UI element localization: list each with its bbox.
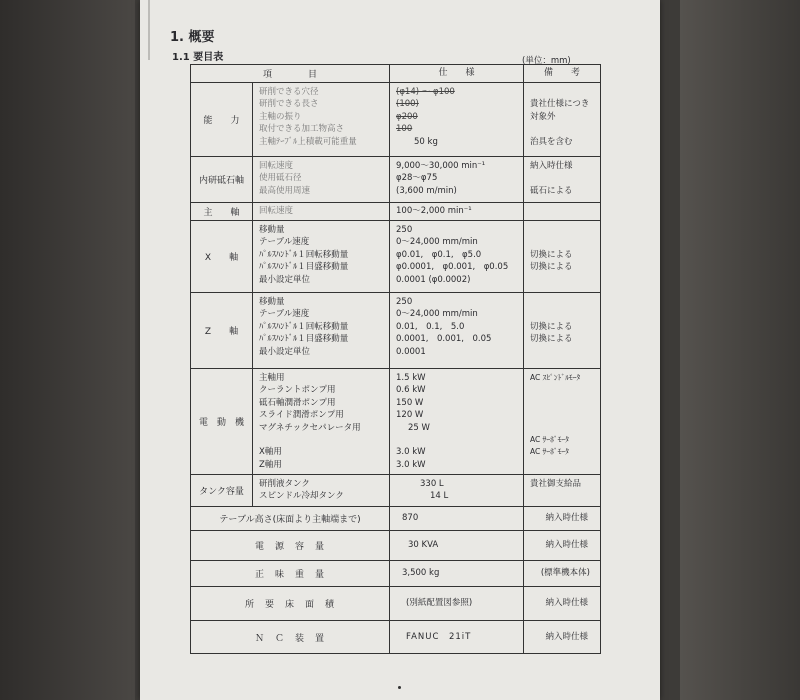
note-text: 納入時仕様 xyxy=(545,513,588,524)
section-heading: 1. 概要 xyxy=(170,30,215,45)
item-text: 回転速度 xyxy=(259,161,294,171)
note-text: 切換による xyxy=(530,334,573,345)
table-row xyxy=(191,507,600,531)
table-row xyxy=(191,587,600,621)
note-list xyxy=(524,221,600,292)
item-list xyxy=(253,293,390,368)
note-text xyxy=(530,296,600,308)
table-row xyxy=(191,531,600,561)
table-row xyxy=(191,203,600,221)
item-text: 最小設定単位 xyxy=(259,346,311,357)
note-text xyxy=(530,86,600,98)
spec-text: 100～2,000 min⁻¹ xyxy=(396,206,472,216)
note-cell xyxy=(524,203,600,220)
note-text xyxy=(530,224,600,236)
spec-text: 250 xyxy=(396,297,413,307)
table-row xyxy=(191,157,600,203)
table-header-row xyxy=(191,65,600,83)
note-text: 納入時仕様 xyxy=(545,631,588,642)
spec-text: 14 L xyxy=(430,491,449,502)
spec-text: 150 W xyxy=(396,397,424,408)
spec-text: FANUC 21iT xyxy=(390,621,524,653)
table-row xyxy=(191,561,600,587)
item-list xyxy=(253,83,390,156)
note-text xyxy=(530,123,600,135)
note-spacer xyxy=(530,409,600,421)
row-label: 正 味 重 量 xyxy=(191,561,390,586)
spec-text: 3.0 kW xyxy=(396,459,426,470)
item-text: ﾊﾟﾙｽﾊﾝﾄﾞﾙ１回転移動量 xyxy=(259,249,349,260)
header-note: 備 考 xyxy=(543,68,580,79)
header-item: 項 目 xyxy=(191,65,390,82)
note-text: 納入時仕様 xyxy=(545,540,588,551)
row-label: Z 軸 xyxy=(191,293,253,368)
item-text: ﾊﾟﾙｽﾊﾝﾄﾞﾙ１目盛移動量 xyxy=(259,262,349,273)
note-text: 納入時仕様 xyxy=(545,598,588,609)
item-text: 移動量 xyxy=(259,297,285,307)
note-text: 切換による xyxy=(530,262,573,273)
spec-text: 0.6 kW xyxy=(396,385,426,396)
note-text: 砥石による xyxy=(530,185,573,196)
header-spec: 仕 様 xyxy=(390,65,524,82)
note-text xyxy=(530,236,600,248)
note-text xyxy=(530,308,600,320)
row-label: 所 要 床 面 積 xyxy=(191,587,390,620)
item-text: マグネチックセパレータ用 xyxy=(259,422,361,433)
note-text: 切換による xyxy=(530,321,573,332)
page-dot xyxy=(398,686,401,689)
table-row xyxy=(191,83,600,157)
note-text: (標準機本体) xyxy=(540,568,590,579)
spec-text: 3.0 kW xyxy=(396,447,426,458)
spec-text: 0.0001 (φ0.0002) xyxy=(396,274,471,285)
spec-text: 0.0001 xyxy=(396,346,426,357)
spec-text: 0～24,000 mm/min xyxy=(396,309,478,320)
row-label: 電 源 容 量 xyxy=(191,531,390,560)
page-edge xyxy=(148,0,150,60)
table-row xyxy=(191,221,600,293)
item-text: ﾊﾟﾙｽﾊﾝﾄﾞﾙ１回転移動量 xyxy=(259,321,349,332)
table-row xyxy=(191,475,600,507)
subsection-heading: 1.1 要目表 xyxy=(172,52,224,63)
note-text: AC ｻｰﾎﾞﾓｰﾀ xyxy=(530,447,569,457)
note-text: AC ｽﾋﾟﾝﾄﾞﾙﾓｰﾀ xyxy=(530,373,581,382)
note-spacer xyxy=(530,384,600,396)
item-text xyxy=(259,434,389,446)
spec-text: φ0.01, φ0.1, φ5.0 xyxy=(396,249,482,260)
spec-list xyxy=(390,83,524,156)
item-text: 研削液タンク xyxy=(259,479,310,489)
spec-text: φ0.0001, φ0.001, φ0.05 xyxy=(396,262,509,273)
note-text: 切換による xyxy=(530,249,573,260)
row-label: テーブル高さ(床面より主軸端まで) xyxy=(191,507,390,530)
row-label: X 軸 xyxy=(191,221,253,292)
row-label: 電 動 機 xyxy=(191,369,253,474)
spec-text: 3,500 kg xyxy=(390,561,524,586)
spec-text: 120 W xyxy=(396,410,424,421)
spec-list xyxy=(390,293,524,368)
spec-text: 25 W xyxy=(408,422,430,433)
spec-text xyxy=(396,434,523,446)
table-row xyxy=(191,369,600,475)
note-text: AC ｻｰﾎﾞﾓｰﾀ xyxy=(530,435,569,445)
note-text: 貴社御支給品 xyxy=(530,479,582,489)
spec-list xyxy=(390,369,524,474)
spec-list xyxy=(390,221,524,292)
item-text: 主軸用 xyxy=(259,373,285,383)
spec-text: 0.01, 0.1, 5.0 xyxy=(396,321,465,332)
note-list xyxy=(524,293,600,368)
spec-text: (100) xyxy=(396,99,419,110)
item-list xyxy=(253,157,390,202)
spec-text: 330 L xyxy=(420,479,444,489)
item-text: ﾊﾟﾙｽﾊﾝﾄﾞﾙ１目盛移動量 xyxy=(259,334,349,345)
note-text: 納入時仕様 xyxy=(530,161,573,171)
spec-text: φ28～φ75 xyxy=(396,173,438,184)
row-label: 主 軸 xyxy=(191,203,253,220)
item-text: 最小設定単位 xyxy=(259,274,311,285)
note-text: 治具を含む xyxy=(530,136,573,147)
spec-text: 0～24,000 mm/min xyxy=(396,237,478,248)
note-spacer xyxy=(530,422,600,434)
row-label: 能 力 xyxy=(191,83,253,156)
item-text: 移動量 xyxy=(259,225,285,235)
item-text: 研削できる穴径 xyxy=(259,87,319,97)
item-list xyxy=(253,369,390,474)
background-left xyxy=(0,0,135,700)
item-text: クーラントポンプ用 xyxy=(259,385,336,396)
item-list xyxy=(253,203,390,220)
item-text: スライド潤滑ポンプ用 xyxy=(259,410,344,421)
spec-text: (3,600 m/min) xyxy=(396,185,457,196)
spec-text: 9,000～30,000 min⁻¹ xyxy=(396,161,486,171)
table-row xyxy=(191,621,600,653)
item-text: テーブル速度 xyxy=(259,237,310,248)
row-label: 内研砥石軸 xyxy=(191,157,253,202)
spec-text: 870 xyxy=(390,507,524,530)
note-text xyxy=(530,172,600,184)
item-text: 主軸ﾃｰﾌﾞﾙ上積載可能重量 xyxy=(259,136,357,147)
spec-text: φ200 xyxy=(396,111,418,122)
item-text: 使用砥石径 xyxy=(259,173,302,184)
spec-list xyxy=(390,203,524,220)
item-text: 主軸の振り xyxy=(259,111,302,122)
item-text: 最高使用周速 xyxy=(259,185,311,196)
item-text: 研削できる長さ xyxy=(259,99,319,110)
table-row xyxy=(191,293,600,369)
spec-text: 250 xyxy=(396,225,413,235)
unit-note: (単位：mm) xyxy=(522,56,571,66)
item-text: 回転速度 xyxy=(259,206,294,216)
note-list xyxy=(524,83,600,156)
note-text: 対象外 xyxy=(530,111,556,122)
item-text: 取付できる加工物高さ xyxy=(259,124,345,135)
item-list xyxy=(253,475,390,506)
item-list xyxy=(253,221,390,292)
item-text: X軸用 xyxy=(259,447,282,458)
note-list xyxy=(524,157,600,202)
spec-list xyxy=(390,157,524,202)
spec-text: 50 kg xyxy=(414,136,438,147)
spec-text: (別紙配置図参照) xyxy=(390,587,524,620)
note-spacer xyxy=(530,397,600,409)
spec-text: 30 KVA xyxy=(390,531,524,560)
spec-text: (φ14) ～ φ100 xyxy=(396,87,455,97)
item-text: テーブル速度 xyxy=(259,309,310,320)
spec-table xyxy=(190,64,601,654)
spec-text: 0.0001, 0.001, 0.05 xyxy=(396,334,492,345)
item-text: Z軸用 xyxy=(259,459,282,470)
note-text: 貴社仕様につき xyxy=(530,99,590,110)
spec-text: 100 xyxy=(396,124,413,135)
row-label: タンク容量 xyxy=(191,475,253,506)
background-right xyxy=(680,0,800,700)
spec-text: 1.5 kW xyxy=(396,373,426,383)
item-text: スピンドル冷却タンク xyxy=(259,491,344,502)
note-list xyxy=(524,369,600,474)
spec-list xyxy=(390,475,524,506)
note-list xyxy=(524,475,600,506)
item-text: 砥石軸潤滑ポンプ用 xyxy=(259,397,336,408)
row-label: Ｎ Ｃ 装 置 xyxy=(191,621,390,653)
